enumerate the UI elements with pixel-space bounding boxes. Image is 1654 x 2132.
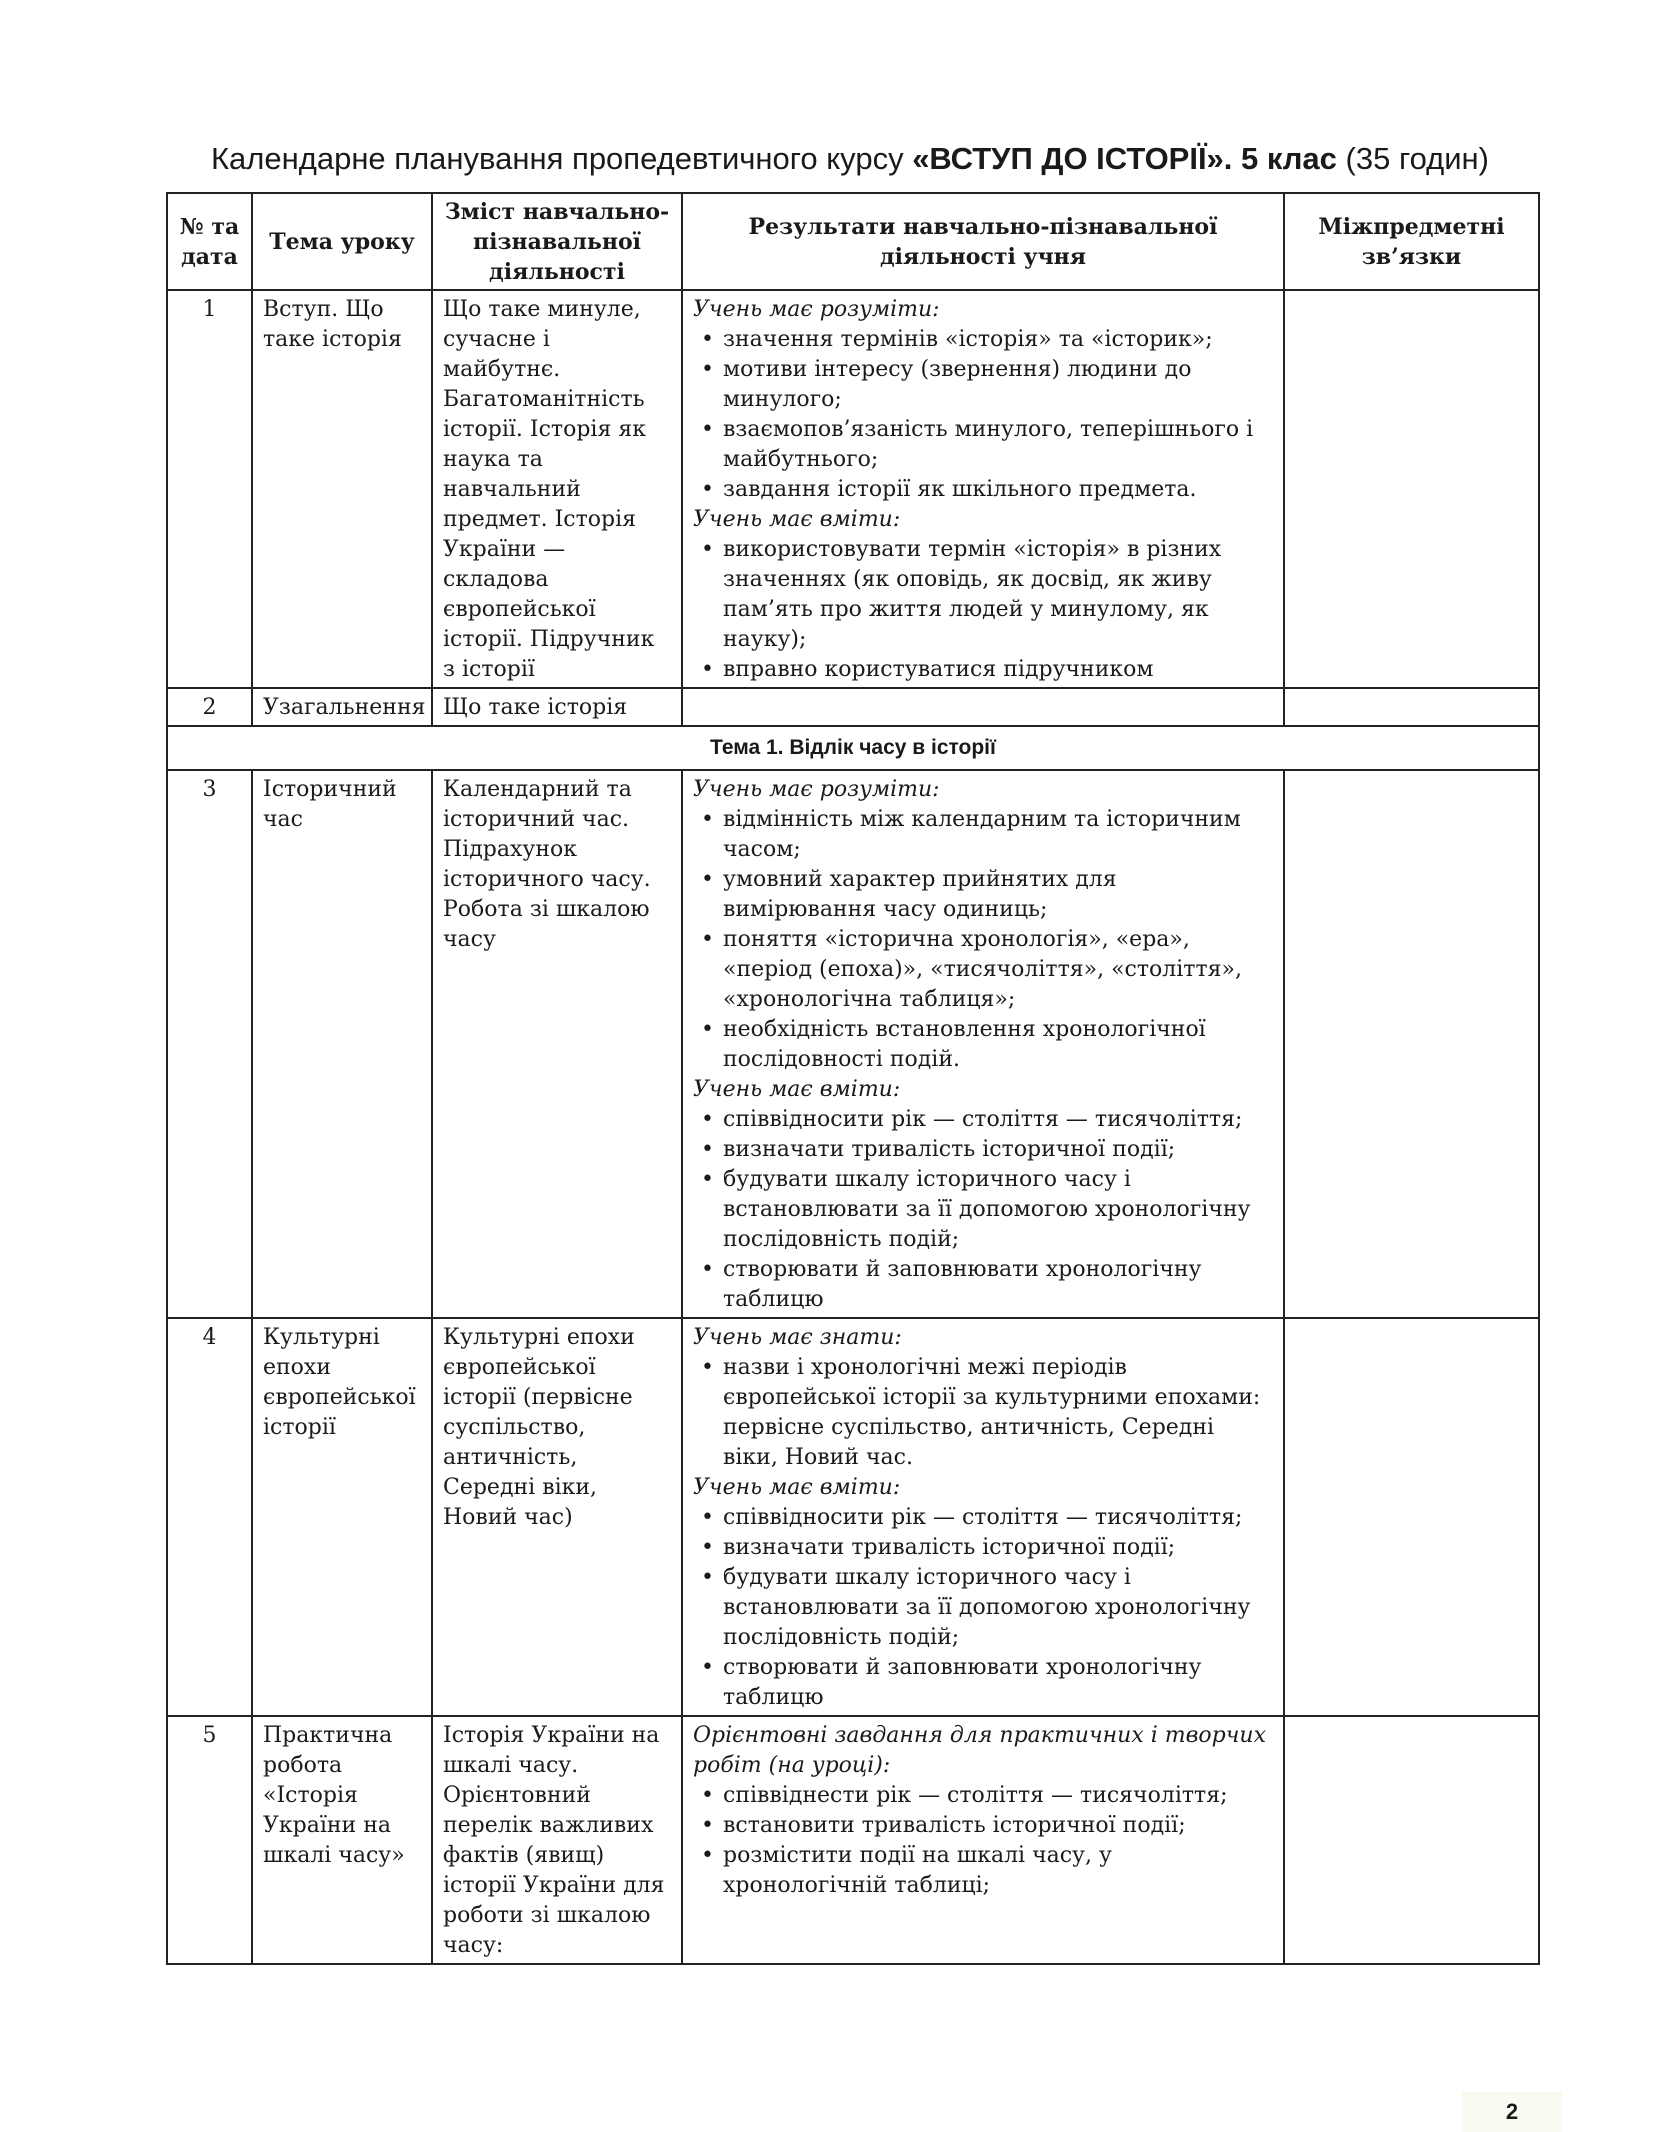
lesson-links bbox=[1284, 688, 1539, 726]
results-item: • завдання історії як шкільного предмета. bbox=[693, 475, 1273, 505]
page-title bbox=[160, 141, 1540, 177]
results-label: Орієнтовні завдання для практичних і творчих робіт (на уроці): bbox=[693, 1723, 1266, 1778]
lesson-results bbox=[682, 1716, 1284, 1964]
title-hours: (35 годин) bbox=[1336, 141, 1489, 176]
header-links: Міжпредметні зв’язки bbox=[1284, 193, 1539, 290]
table-row bbox=[167, 290, 1539, 688]
table-body-topic-1 bbox=[167, 770, 1539, 1964]
lesson-content: Що таке історія bbox=[432, 688, 682, 726]
lesson-links bbox=[1284, 1318, 1539, 1716]
results-item: • взаємопов’язаність минулого, теперішнього і майбутнього; bbox=[693, 415, 1273, 475]
lesson-number: 3 bbox=[167, 770, 252, 1318]
results-item: • розмістити події на шкалі часу, у хронологічній таблиці; bbox=[693, 1841, 1273, 1901]
title-course: «ВСТУП ДО ІСТОРІЇ». 5 клас bbox=[912, 141, 1337, 176]
lesson-number: 5 bbox=[167, 1716, 252, 1964]
lesson-topic: Узагальнення bbox=[252, 688, 432, 726]
results-label: Учень має вміти: bbox=[693, 1077, 901, 1102]
results-list bbox=[693, 1503, 1273, 1713]
results-item: • співвіднести рік — століття — тисячоліття; bbox=[693, 1781, 1273, 1811]
lesson-content: Що таке минуле, сучасне і майбутнє. Багатоманітність історії. Історія як наука та навчальний предмет. Історія України — складова європейської історії. Підручник з історії bbox=[432, 290, 682, 688]
results-item: • визначати тривалість історичної події; bbox=[693, 1135, 1273, 1165]
table-body-topic bbox=[167, 726, 1539, 770]
lesson-topic: Культурні епохи європейської історії bbox=[252, 1318, 432, 1716]
lesson-number: 1 bbox=[167, 290, 252, 688]
topic-header: Тема 1. Відлік часу в історії bbox=[167, 726, 1539, 770]
lesson-number: 4 bbox=[167, 1318, 252, 1716]
results-label: Учень має вміти: bbox=[693, 507, 901, 532]
header-content: Зміст навчально-пізнавальної діяльності bbox=[432, 193, 682, 290]
results-label: Учень має розуміти: bbox=[693, 777, 940, 802]
lesson-number: 2 bbox=[167, 688, 252, 726]
results-item: • мотиви інтересу (звернення) людини до минулого; bbox=[693, 355, 1273, 415]
lesson-results bbox=[682, 688, 1284, 726]
results-item: • співвідносити рік — століття — тисячоліття; bbox=[693, 1503, 1273, 1533]
results-item: • будувати шкалу історичного часу і встановлювати за її допомогою хронологічну послідовність подій; bbox=[693, 1563, 1273, 1653]
results-list bbox=[693, 535, 1273, 685]
results-item: • встановити тривалість історичної події; bbox=[693, 1811, 1273, 1841]
results-label: Учень має знати: bbox=[693, 1325, 902, 1350]
table-row bbox=[167, 688, 1539, 726]
results-item: • створювати й заповнювати хронологічну таблицю bbox=[693, 1653, 1273, 1713]
results-label: Учень має вміти: bbox=[693, 1475, 901, 1500]
table-row bbox=[167, 1716, 1539, 1964]
results-item: • умовний характер прийнятих для вимірювання часу одиниць; bbox=[693, 865, 1273, 925]
results-list bbox=[693, 325, 1273, 505]
results-item: • значення термінів «історія» та «історик»; bbox=[693, 325, 1273, 355]
lesson-results bbox=[682, 770, 1284, 1318]
table-row bbox=[167, 770, 1539, 1318]
results-item: • назви і хронологічні межі періодів європейської історії за культурними епохами: первісне суспільство, античність, Середні віки, Новий час. bbox=[693, 1353, 1273, 1473]
lesson-content: Календарний та історичний час. Підрахунок історичного часу. Робота зі шкалою часу bbox=[432, 770, 682, 1318]
table-header-row bbox=[167, 193, 1539, 290]
lesson-links bbox=[1284, 290, 1539, 688]
page-number: 2 bbox=[1462, 2092, 1562, 2132]
lesson-links bbox=[1284, 1716, 1539, 1964]
results-item: • створювати й заповнювати хронологічну таблицю bbox=[693, 1255, 1273, 1315]
header-number: № та дата bbox=[167, 193, 252, 290]
topic-row bbox=[167, 726, 1539, 770]
lesson-results bbox=[682, 290, 1284, 688]
lesson-results bbox=[682, 1318, 1284, 1716]
results-item: • визначати тривалість історичної події; bbox=[693, 1533, 1273, 1563]
results-item: • вправно користуватися підручником bbox=[693, 655, 1273, 685]
results-list bbox=[693, 805, 1273, 1075]
results-list bbox=[693, 1781, 1273, 1901]
lesson-content: Історія України на шкалі часу. Орієнтовний перелік важливих фактів (явищ) історії України для роботи зі шкалою часу: bbox=[432, 1716, 682, 1964]
lesson-links bbox=[1284, 770, 1539, 1318]
results-list bbox=[693, 1353, 1273, 1473]
lesson-topic: Вступ. Що таке історія bbox=[252, 290, 432, 688]
table-body-intro bbox=[167, 290, 1539, 726]
results-item: • необхідність встановлення хронологічної послідовності подій. bbox=[693, 1015, 1273, 1075]
results-item: • співвідносити рік — століття — тисячоліття; bbox=[693, 1105, 1273, 1135]
lesson-topic: Історичний час bbox=[252, 770, 432, 1318]
results-item: • будувати шкалу історичного часу і встановлювати за її допомогою хронологічну послідовність подій; bbox=[693, 1165, 1273, 1255]
title-prefix: Календарне планування пропедевтичного курсу bbox=[211, 141, 913, 176]
results-label: Учень має розуміти: bbox=[693, 297, 940, 322]
lesson-content: Культурні епохи європейської історії (первісне суспільство, античність, Середні віки, Новий час) bbox=[432, 1318, 682, 1716]
header-topic: Тема уроку bbox=[252, 193, 432, 290]
lesson-plan-table bbox=[166, 192, 1540, 1965]
table-row bbox=[167, 1318, 1539, 1716]
results-item: • відмінність між календарним та історичним часом; bbox=[693, 805, 1273, 865]
results-list bbox=[693, 1105, 1273, 1315]
results-item: • використовувати термін «історія» в різних значеннях (як оповідь, як досвід, як живу пам’ять про життя людей у минулому, як науку); bbox=[693, 535, 1273, 655]
header-results: Результати навчально-пізнавальної діяльності учня bbox=[682, 193, 1284, 290]
lesson-topic: Практична робота «Історія України на шкалі часу» bbox=[252, 1716, 432, 1964]
results-item: • поняття «історична хронологія», «ера», «період (епоха)», «тисячоліття», «століття», «хронологічна таблиця»; bbox=[693, 925, 1273, 1015]
